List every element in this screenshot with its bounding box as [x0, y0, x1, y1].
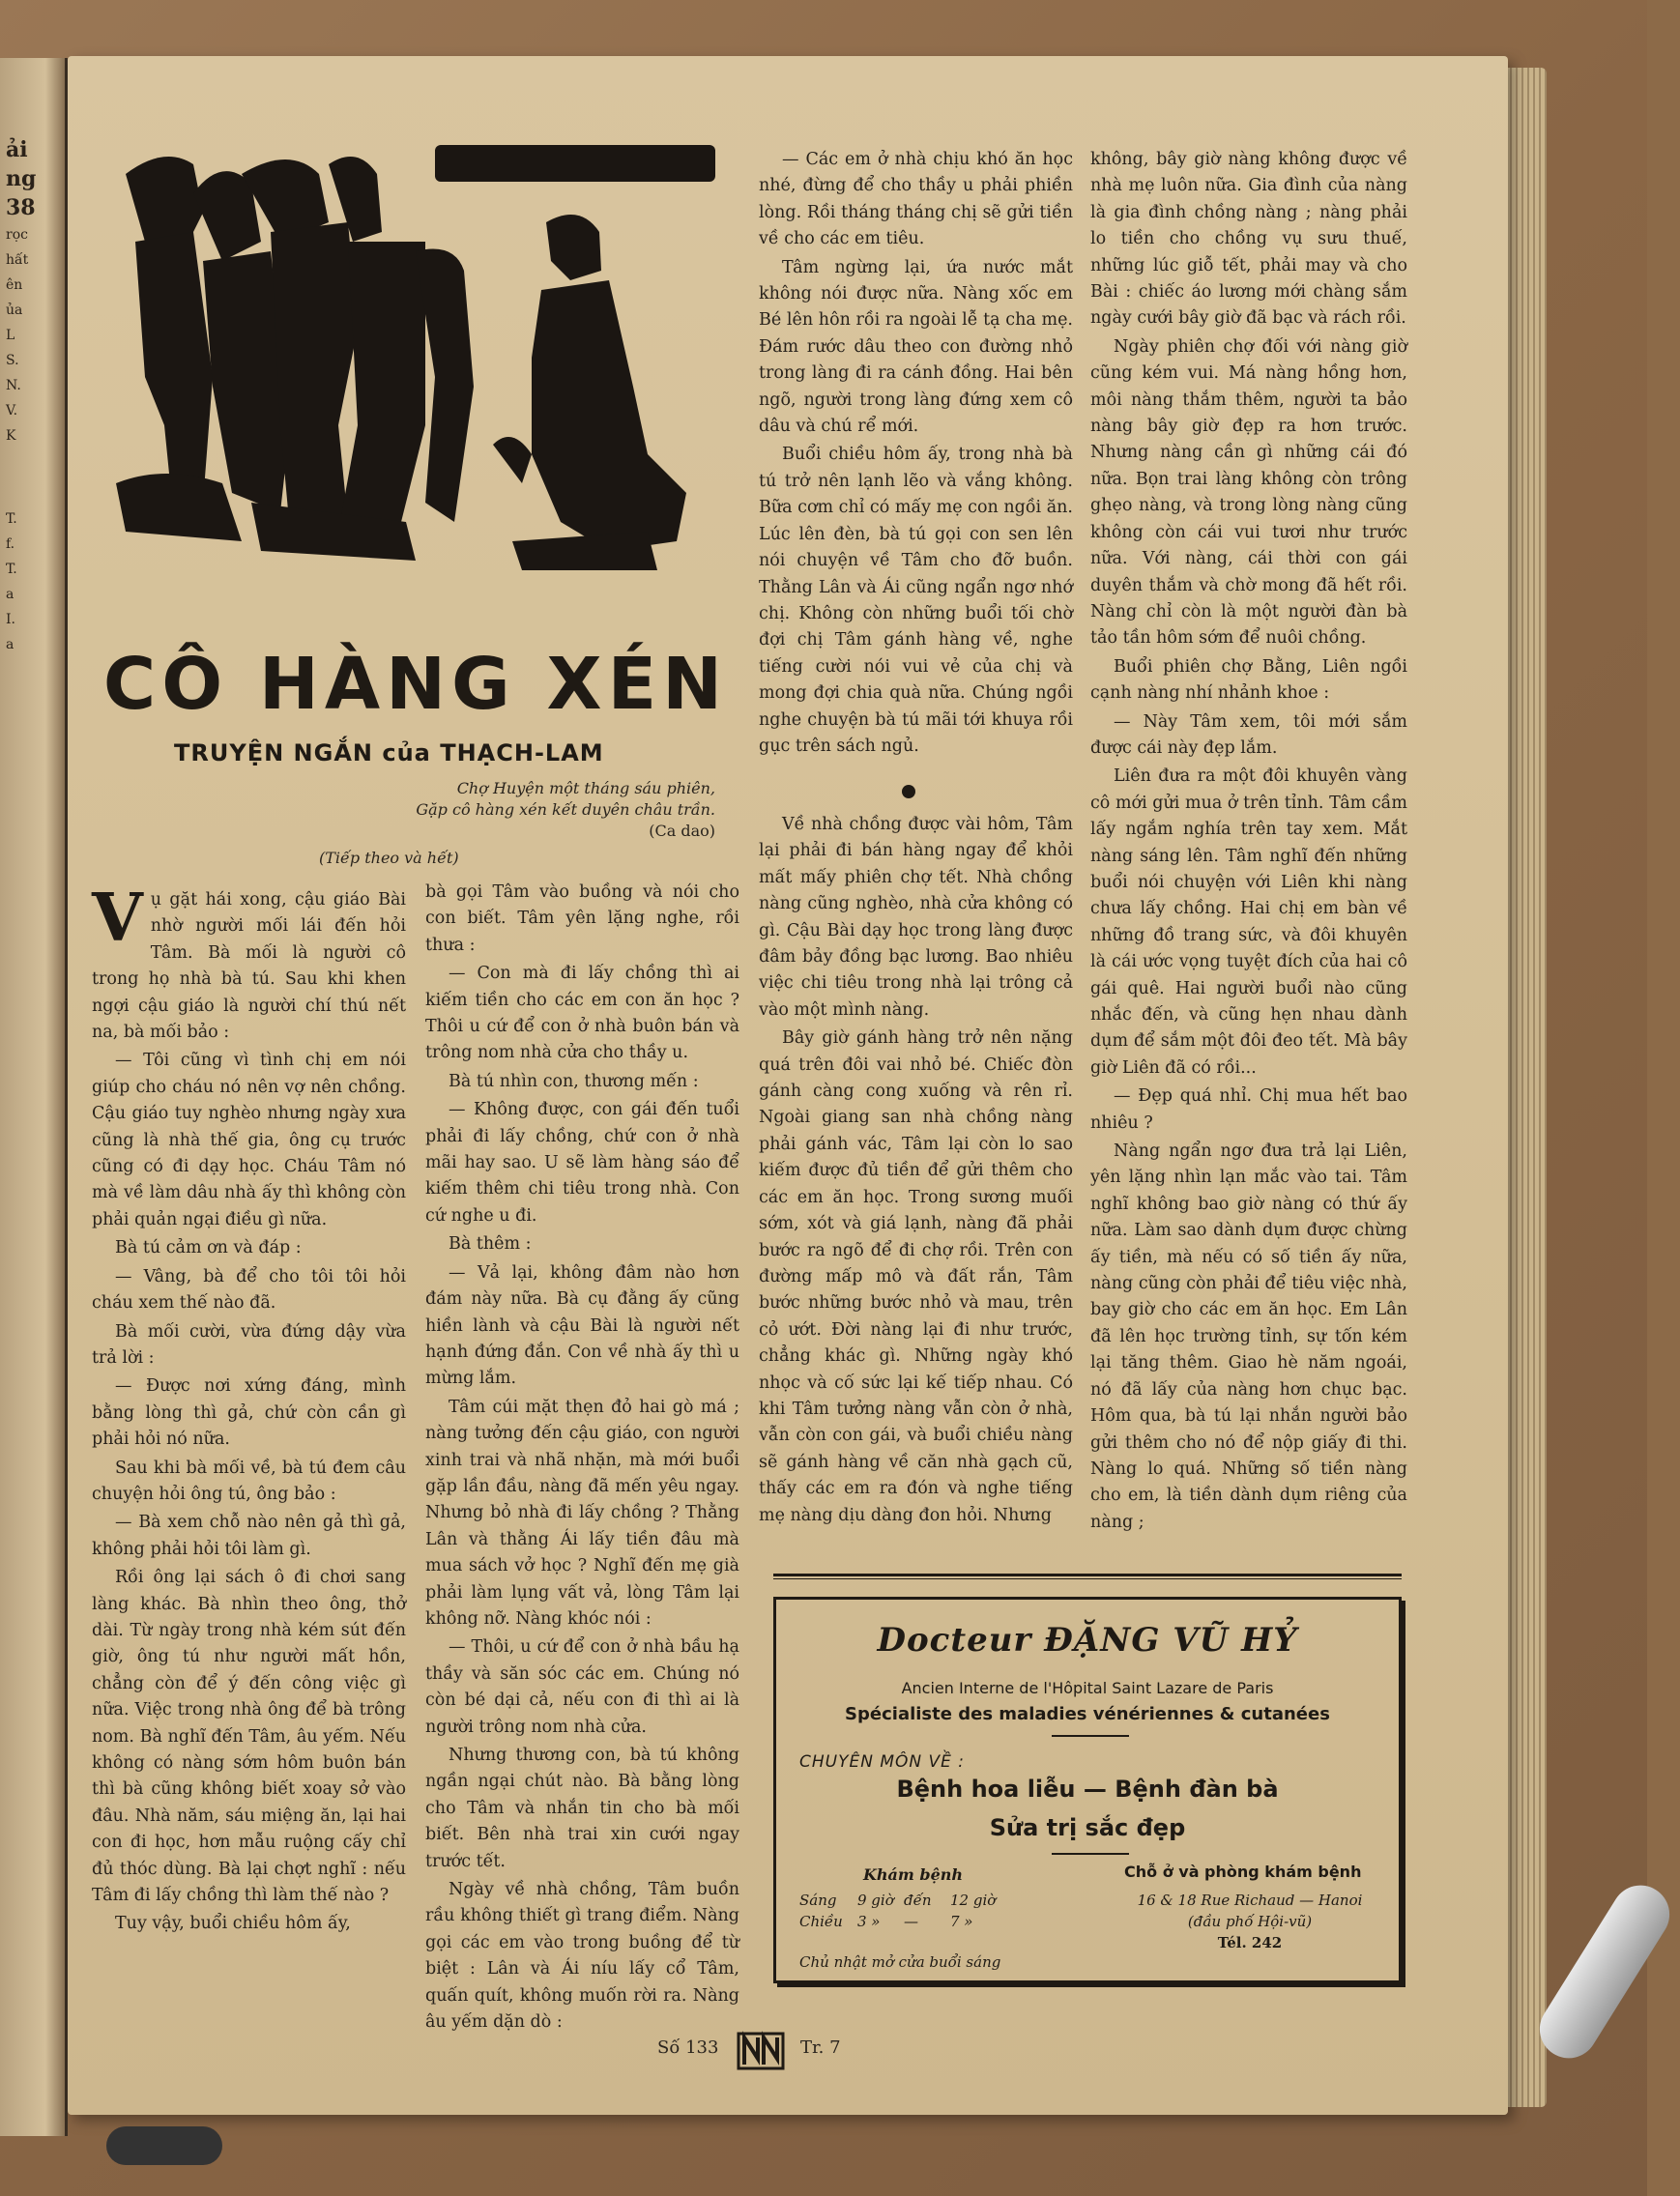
- paragraph: Ngày về nhà chồng, Tâm buồn rầu không thiết gì trang điểm. Nàng gọi các em vào trong buồng để từ biệt : Lân và Ái níu lấy cổ Tâm, quấn quít, không muốn rời ra. Nàng âu yếm dặn dò :: [425, 1880, 739, 2033]
- paragraph: Liên đưa ra một đôi khuyên vàng cô mới gửi mua ở trên tỉnh. Tâm cầm lấy ngắm nghía trên tay xem. Mắt nàng sáng lên. Tâm nghĩ đến những buổi nói chuyện với Liên khi nàng chưa lấy chồng. Hai chị em bàn về những đồ trang sức, và đôi khuyên là cái ước vọng tuyệt đích của hai cô gái quê. Hai người buổi nào cũng nhắc đến, và cũng hẹn nhau dành dụm để sắm một đôi đeo tết. Mà bây giờ Liên đã có rồi...: [1090, 766, 1407, 1078]
- paragraph: Nhưng thương con, bà tú không ngần ngại chút nào. Bà bằng lòng cho Tâm và nhắn tin cho bà mối biết. Bên nhà trai xin cưới ngay trước tết.: [425, 1746, 739, 1871]
- paragraph: — Thôi, u cứ để con ở nhà bầu hạ thầy và săn sóc các em. Chúng nó còn bé dại cả, nếu con đi thì ai là người trông nom nhà cửa.: [425, 1637, 739, 1737]
- ad-specialty-heading: CHUYÊN MÔN VỀ :: [799, 1752, 966, 1772]
- paragraph: Tâm ngừng lại, ứa nước mắt không nói được nữa. Nàng xốc em Bé lên hôn rồi ra ngoài lễ tạ cha mẹ. Đám rước dâu theo con đường nhỏ trong làng đi ra cánh đồng. Hai bên ngõ, người trong làng đứng xem cô dâu và chú rể mới.: [759, 257, 1073, 437]
- continued-note: (Tiếp theo và hết): [319, 849, 459, 867]
- left-fragment: hất: [6, 252, 29, 268]
- paragraph: — Này Tâm xem, tôi mới sắm được cái này đẹp lắm.: [1090, 711, 1407, 758]
- epigraph-line: Gặp cô hàng xén kết duyên châu trần.: [416, 800, 715, 819]
- doctor-advertisement: [773, 1597, 1402, 1983]
- ad-credential: Ancien Interne de l'Hôpital Saint Lazare de Paris: [901, 1679, 1274, 1697]
- ad-sunday-note: Chủ nhật mở cửa buổi sáng: [799, 1953, 1001, 1971]
- left-fragment: T.: [6, 562, 17, 577]
- paragraph: — Các em ở nhà chịu khó ăn học nhé, đừng để cho thầy u phải phiền lòng. Rồi tháng tháng chị sẽ gửi tiền về cho các em tiêu.: [759, 150, 1073, 249]
- paragraph: — Vả lại, không đâm nào hơn đám này nữa. Bà cụ đằng ấy cũng hiền lành và cậu Bài là người nết hạnh đứng đắn. Con về nhà ấy thì u mừng lắm.: [425, 1262, 739, 1389]
- article-title: CÔ HÀNG XÉN: [102, 643, 729, 726]
- ad-specialty: Bệnh hoa liễu — Bệnh đàn bà: [896, 1776, 1279, 1803]
- ad-hours: [799, 1890, 996, 1932]
- text-column-3: [759, 147, 1073, 766]
- paragraph: — Đẹp quá nhỉ. Chị mua hết bao nhiêu ?: [1090, 1086, 1407, 1133]
- ad-title: Docteur ĐẶNG VŨ HỶ: [877, 1621, 1298, 1660]
- epigraph: [387, 778, 715, 842]
- ad-divider: [1052, 1853, 1129, 1855]
- paragraph: Bây giờ gánh hàng trở nên nặng quá trên đôi vai nhỏ bé. Chiếc đòn gánh càng cong xuống và rên rỉ. Ngoài giang san nhà chồng nàng phải gánh vác, Tâm lại còn lo sao kiếm được đủ tiền để gửi thêm cho các em ăn học. Trong sương muối sớm, xót và giá lạnh, nàng đã phải bước ra ngõ để đi chợ rồi. Trên con đường mấp mô và đất rắn, Tâm bước những bước nhỏ và mau, trên cỏ ướt. Đời nàng lại đi như trước, chẳng khác gì. Những ngày khó nhọc và cố sức lại kế tiếp nhau. Có khi Tâm tưởng nàng vẫn còn ở nhà, vẫn còn con gái, và buổi chiều nàng sẽ gánh hàng về căn nhà gạch cũ, thấy các em ra đón và nghe tiếng mẹ nàng dịu dàng đon hỏi. Nhưng: [759, 1028, 1073, 1525]
- left-fragment: ên: [6, 277, 23, 293]
- epigraph-line: Chợ Huyện một tháng sáu phiên,: [456, 779, 715, 797]
- epigraph-source: (Ca dao): [649, 822, 715, 840]
- left-fragment: I.: [6, 612, 15, 627]
- text-column-4: [1090, 147, 1407, 1568]
- phone: Tél. 242: [1217, 1934, 1283, 1951]
- drop-cap: V: [92, 880, 143, 957]
- left-fragment: L: [6, 328, 15, 343]
- left-fragment: V.: [6, 403, 18, 419]
- paragraph: Bà tú nhìn con, thương mến :: [449, 1071, 699, 1091]
- article-byline: TRUYỆN NGẮN của THẠCH-LAM: [174, 739, 604, 766]
- paragraph: Buổi phiên chợ Bằng, Liên ngồi cạnh nàng nhí nhảnh khoe :: [1090, 656, 1407, 704]
- paragraph: Bà thêm :: [449, 1234, 532, 1255]
- left-fragment: a: [6, 637, 14, 652]
- paragraph: — Bà xem chỗ nào nên gả thì gả, không phải hỏi tôi làm gì.: [92, 1513, 406, 1559]
- hours-row: Sáng 9 giờ đến 12 giờ: [799, 1892, 997, 1909]
- woodcut-illustration: [106, 135, 725, 609]
- ad-address: [1124, 1890, 1376, 1953]
- paragraph: Buổi chiều hôm ấy, trong nhà bà tú trở nên lạnh lẽo và vắng không. Bữa cơm chỉ có mấy mẹ con ngồi ăn. Lúc lên đèn, bà tú gọi con sen lên nói chuyện về Tâm cho đỡ buồn. Thằng Lân và Ái cũng ngẩn ngơ nhớ chị. Không còn những buổi tối chờ đợi chị Tâm gánh hàng về, nghe tiếng cười nói vui vẻ của chị và mong đợi chia quà nữa. Chúng ngồi nghe chuyện bà tú mãi tới khuya rồi gục trên sách ngủ.: [759, 445, 1073, 756]
- binder-clip: [106, 2126, 222, 2165]
- left-fragment: f.: [6, 536, 15, 552]
- ad-hours-heading: Khám bệnh: [863, 1865, 964, 1884]
- left-fragment: N.: [6, 378, 21, 393]
- paragraph: Sau khi bà mối về, bà tú đem câu chuyện hỏi ông tú, ông bảo :: [92, 1458, 406, 1504]
- left-fragment: S.: [6, 353, 19, 368]
- page-number: Tr. 7: [800, 2037, 841, 2058]
- text-column-1: [92, 880, 406, 2018]
- paragraph: bà gọi Tâm vào buồng và nói cho con biết. Tâm yên lặng nghe, rồi thưa :: [425, 882, 739, 955]
- paragraph: Bà mối cười, vừa đứng dậy vừa trả lời :: [92, 1321, 406, 1368]
- paragraph: không, bây giờ nàng không được về nhà mẹ luôn nữa. Gia đình của nàng là gia đình chồng nàng ; nàng phải lo tiền cho chồng vụ sưu thuế, những lúc giỗ tết, phải may và cho Bài : chiếc áo lương mới chàng sắm ngày cưới bây giờ đã bạc và rách rồi.: [1090, 150, 1407, 329]
- text-column-3-lower: [759, 812, 1073, 1566]
- page-footer: [657, 2030, 889, 2078]
- left-fragment: 38: [6, 195, 36, 220]
- left-fragment: a: [6, 587, 14, 602]
- paragraph: Nàng ngẩn ngơ đưa trả lại Liên, yên lặng nhìn lạn mắc vào tai. Tâm nghĩ không bao giờ nàng có thứ ấy nữa. Làm sao dành dụm được chừng ấy tiền, mà nếu có số tiền ấy nữa, nàng cũng còn phải để tiêu việc nhà, bay giờ cho các em ăn học. Em Lân đã lên học trường tỉnh, sự tốn kém lại tăng thêm. Giao hè năm ngoái, nó đã lấy của nàng hơn chục bạc. Hôm qua, bà tú lại nhắn người bảo gửi thêm cho nó để nộp giấy đi thi. Nàng lo quá. Những số tiền nàng cho em, là tiền dành dụm riêng của nàng ;: [1090, 1141, 1407, 1532]
- left-fragment: T.: [6, 511, 17, 527]
- ad-specialty: Sửa trị sắc đẹp: [989, 1814, 1186, 1841]
- paragraph: — Được nơi xứng đáng, mình bằng lòng thì gả, chứ còn cần gì phải hỏi nó nữa.: [92, 1376, 406, 1450]
- left-fragment: K: [6, 428, 16, 444]
- ad-top-rule: [773, 1574, 1402, 1579]
- paragraph: — Vâng, bà để cho tôi tôi hỏi cháu xem thế nào đã.: [92, 1266, 406, 1314]
- paragraph: Tuy vậy, buổi chiều hôm ấy,: [115, 1914, 351, 1934]
- paragraph: Tâm cúi mặt thẹn đỏ hai gò má ; nàng tưởng đến cậu giáo, con người xinh trai và nhã nhặn, mà mới buổi gặp lần đầu, nàng đã mến yêu ngay. Nhưng bỏ nhà đi lấy chồng ? Thằng Lân và thằng Ái lấy tiền đâu mà mua sách vở học ? Nghĩ đến mẹ già phải làm lụng vất vả, lòng Tâm lại không nỡ. Nàng khóc nói :: [425, 1397, 739, 1629]
- magazine-logo-icon: [737, 2030, 785, 2072]
- ad-divider: [1052, 1735, 1129, 1737]
- paragraph: — Không được, con gái đến tuổi phải đi lấy chồng, chứ con ở nhà mãi hay sao. U sẽ làm hàng sáo để kiếm thêm chi tiêu trong nhà. Con cứ nghe u đi.: [425, 1100, 739, 1226]
- paragraph: — Con mà đi lấy chồng thì ai kiếm tiền cho các em con ăn học ? Thôi u cứ để con ở nhà buôn bán và trông nom nhà cửa cho thầy u.: [425, 964, 739, 1063]
- ad-address-heading: Chỗ ở và phòng khám bệnh: [1124, 1863, 1362, 1881]
- left-fragment: ng: [6, 166, 37, 191]
- left-fragment: ải: [6, 137, 28, 162]
- paragraph: Về nhà chồng được vài hôm, Tâm lại phải đi bán hàng ngay để khỏi mất mấy phiên chợ tết. Nhà chồng nàng cũng nghèo, nhà cửa không có gì. Cậu Bài dạy học trong làng được đâm bảy đồng bạc lương. Bao nhiêu việc chi tiêu trong nhà lại trông cả vào một mình nàng.: [759, 815, 1073, 1020]
- paragraph: Ngày phiên chợ đối với nàng giờ cũng kém vui. Má nàng hồng hơn, môi nàng thắm thêm, người ta bảo nàng bây giờ đẹp ra hơn trước. Nhưng nàng cần gì những cái đó nữa. Bọn trai làng không còn trông ghẹo nàng, và trong lòng nàng cũng không còn cái vui tươi như trước nữa. Với nàng, cái thời con gái duyên thắm và chờ mong đã hết rồi. Nàng chỉ còn là một người đàn bà tảo tần hôm sớm để nuôi chồng.: [1090, 336, 1407, 649]
- paragraph: — Tôi cũng vì tình chị em nói giúp cho cháu nó nên vợ nên chồng. Cậu giáo tuy nghèo nhưng ngày xưa cũng là nhà thế gia, ông cụ trước cũng có đi dạy học. Cháu Tâm nó mà về làm dâu nhà ấy thì không còn phải quản ngại điều gì nữa.: [92, 1051, 406, 1229]
- address-note: (đầu phố Hội-vũ): [1187, 1913, 1313, 1930]
- paragraph: Rồi ông lại sách ô đi chơi sang làng khác. Bà nhìn theo ông, thở dài. Từ ngày trong nhà kém sút đến giờ, ông tú như người mất hồn, chẳng còn để ý đến công việc gì nữa. Việc trong nhà ông để bà trông nom. Bà nghĩ đến Tâm, âu yếm. Nếu không có nàng sớm hôm buôn bán thì bà cũng không biết xoay sở vào đâu. Nhà năm, sáu miệng ăn, lại hai con đi học, hơn mẫu ruộng cấy chỉ đủ thóc dùng. Bà lại chợt nghĩ : nếu Tâm đi lấy chồng thì làm thế nào ?: [92, 1568, 406, 1906]
- paragraph: Vụ gặt hái xong, cậu giáo Bài nhờ người mối lái đến hỏi Tâm. Bà mối là người cô trong họ nhà bà tú. Sau khi khen ngợi cậu giáo là người chí thú nết na, bà mối bảo :: [92, 880, 406, 1043]
- text-column-2: [425, 880, 739, 2033]
- issue-number: Số 133: [657, 2037, 719, 2058]
- left-fragment: rọc: [6, 227, 28, 243]
- hours-row: Chiều 3 » — 7 »: [799, 1913, 973, 1930]
- section-divider-dot: [902, 785, 915, 798]
- address-line: 16 & 18 Rue Richaud — Hanoi: [1137, 1892, 1363, 1909]
- paragraph: Bà tú cảm ơn và đáp :: [115, 1238, 302, 1258]
- ad-specialist: Spécialiste des maladies vénériennes & cutanées: [845, 1704, 1330, 1724]
- left-page-edge: [0, 58, 68, 2136]
- left-fragment: ủa: [6, 303, 23, 318]
